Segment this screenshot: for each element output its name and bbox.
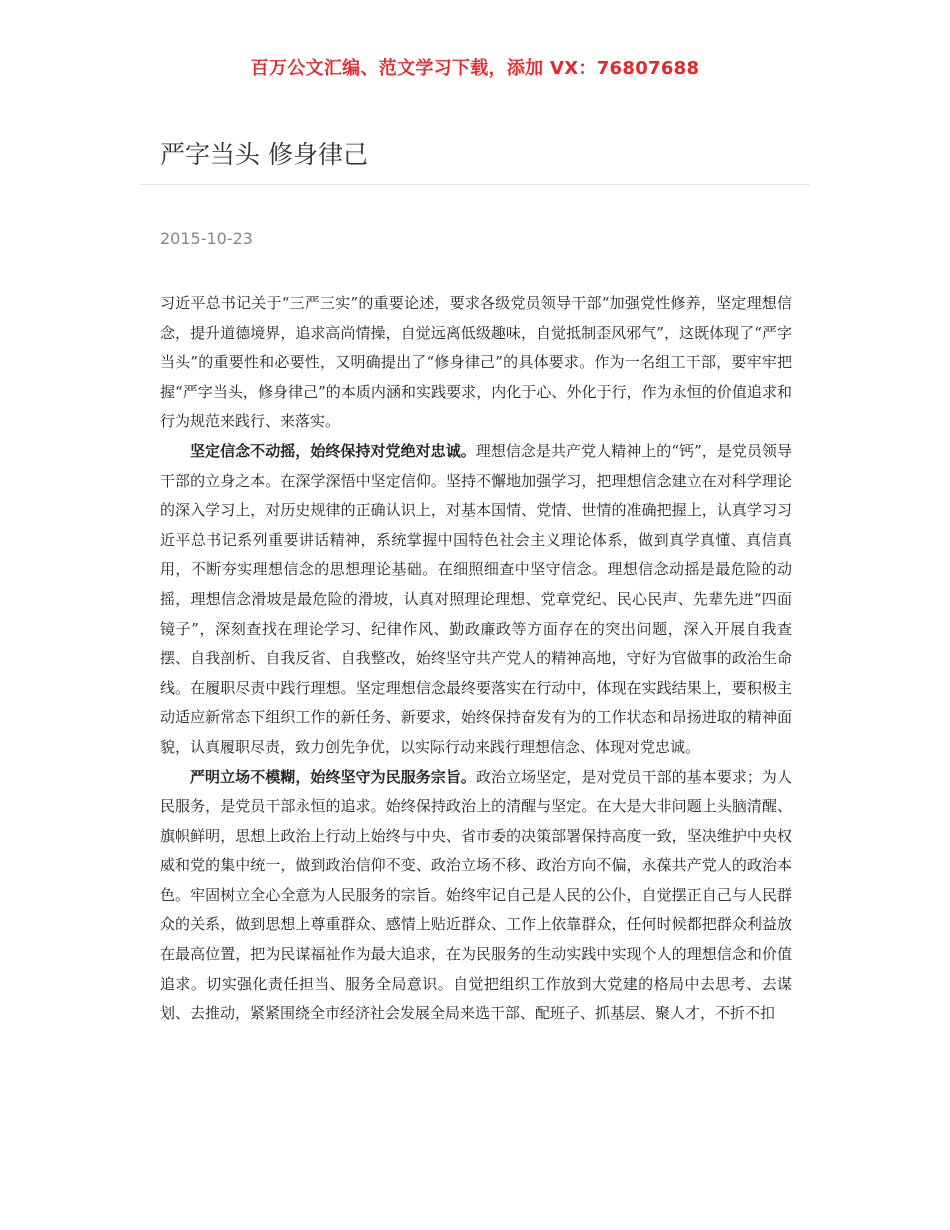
article-title: 严字当头 修身律己 [160, 140, 368, 169]
paragraph-text: 政治立场坚定，是对党员干部的基本要求；为人民服务，是党员干部永恒的追求。始终保持政治上的清醒与坚定。在大是大非问题上头脑清醒、旗帜鲜明，思想上政治上行动上始终与中央、省市委的决策部署保持高度一致，坚决维护中央权威和党的集中统一，做到政治信仰不变、政治立场不移、政治方向不偏，永葆共产党人的政治本色。牢固树立全心全意为人民服务的宗旨。始终牢记自己是人民的公仆，自觉摆正自己与人民群众的关系，做到思想上尊重群众、感情上贴近群众、工作上依靠群众，任何时候都把群众利益放在最高位置，把为民谋福祉作为最大追求，在为民服务的生动实践中实现个人的理想信念和价值追求。切实强化责任担当、服务全局意识。自觉把组织工作放到大党建的格局中去思考、去谋划、去推动，紧紧围绕全市经济社会发展全局来选干部、配班子、抓基层、聚人才，不折不扣 [160, 767, 792, 1023]
paragraph-text: 理想信念是共产党人精神上的“钙”，是党员领导干部的立身之本。在深学深悟中坚定信仰。坚持不懈地加强学习，把理想信念建立在对科学理论的深入学习上，对历史规律的正确认识上，对基本国情、党情、世情的准确把握上，认真学习习近平总书记系列重要讲话精神，系统掌握中国特色社会主义理论体系，做到真学真懂、真信真用，不断夯实理想信念的思想理论基础。在细照细查中坚守信念。理想信念动摇是最危险的动摇，理想信念滑坡是最危险的滑坡，认真对照理论理想、党章党纪、民心民声、先辈先进“四面镜子”，深刻查找在理论学习、纪律作风、勤政廉政等方面存在的突出问题，深入开展自我查摆、自我剖析、自我反省、自我整改，始终坚守共产党人的精神高地，守好为官做事的政治生命线。在履职尽责中践行理想。坚定理想信念最终要落实在行动中，体现在实践结果上，要积极主动适应新常态下组织工作的新任务、新要求，始终保持奋发有为的工作状态和昂扬进取的精神面貌，认真履职尽责，致力创先争优，以实际行动来践行理想信念、体现对党忠诚。 [160, 441, 792, 756]
article-paragraph-intro [160, 289, 792, 437]
publish-date: 2015-10-23 [160, 229, 253, 248]
title-divider [140, 184, 810, 185]
article-paragraph-stance [160, 763, 792, 1029]
paragraph-lead: 坚定信念不动摇，始终保持对党绝对忠诚。 [190, 441, 476, 460]
download-banner: 百万公文汇编、范文学习下载，添加 VX：76807688 [250, 58, 700, 79]
paragraph-lead: 严明立场不模糊，始终坚守为民服务宗旨。 [190, 767, 476, 786]
article-body [160, 289, 792, 1029]
paragraph-text: 习近平总书记关于“三严三实”的重要论述，要求各级党员领导干部“加强党性修养，坚定理想信念，提升道德境界，追求高尚情操，自觉远离低级趣味，自觉抵制歪风邪气”，这既体现了“严字当头”的重要性和必要性，又明确提出了“修身律己”的具体要求。作为一名组工干部，要牢牢把握“严字当头，修身律己”的本质内涵和实践要求，内化于心、外化于行，作为永恒的价值追求和行为规范来践行、来落实。 [160, 294, 792, 431]
article-paragraph-faith [160, 437, 792, 763]
